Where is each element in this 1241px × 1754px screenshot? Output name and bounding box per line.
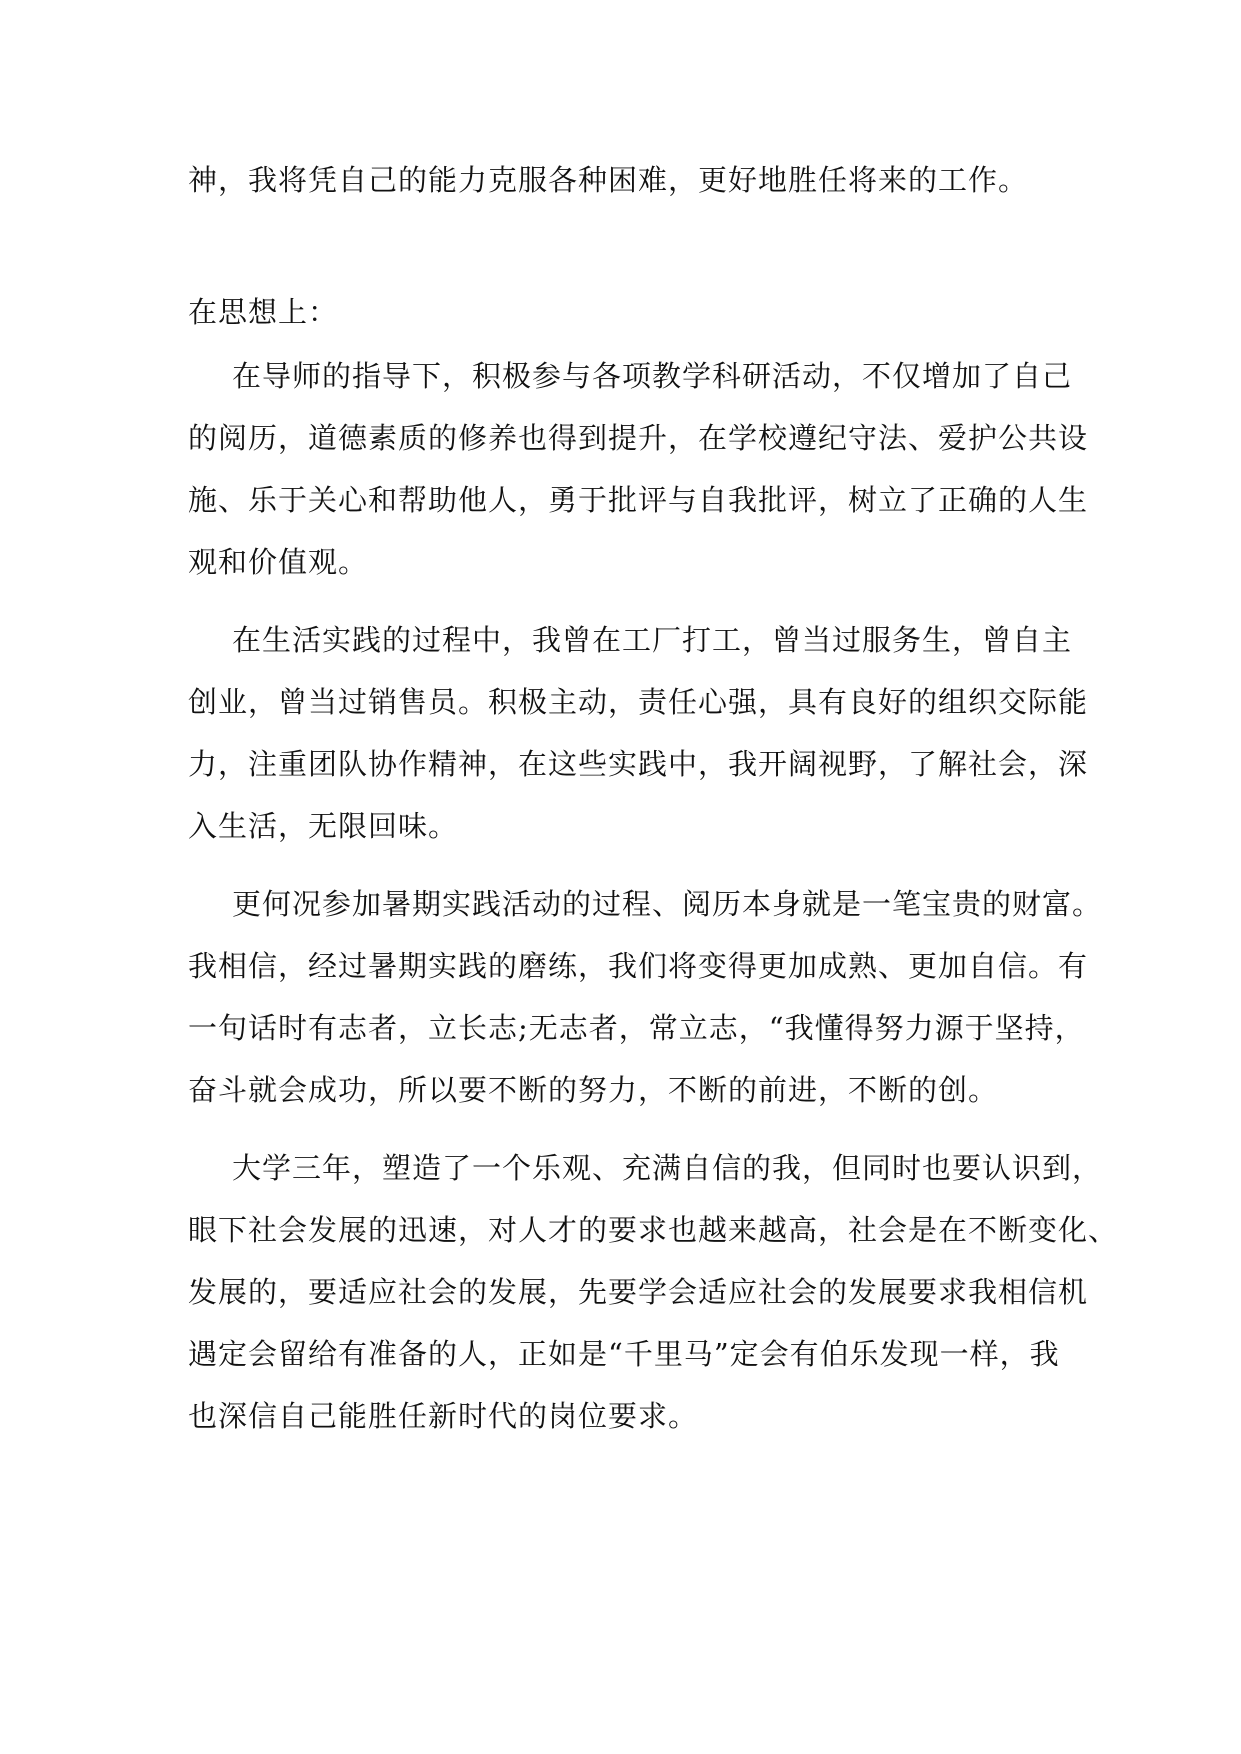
text-line: 我相信，经过暑期实践的磨练，我们将变得更加成熟、更加自信。有 bbox=[188, 949, 1089, 983]
text-line: 大学三年，塑造了一个乐观、充满自信的我，但同时也要认识到， bbox=[232, 1151, 1103, 1185]
text-line: 在生活实践的过程中，我曾在工厂打工，曾当过服务生，曾自主 bbox=[232, 623, 1073, 657]
text-line: 遇定会留给有准备的人，正如是“千里马”定会有伯乐发现一样，我 bbox=[188, 1337, 1060, 1371]
text-line: 施、乐于关心和帮助他人，勇于批评与自我批评，树立了正确的人生 bbox=[188, 483, 1089, 517]
section-heading: 在思想上： bbox=[188, 295, 339, 329]
text-line: 的阅历，道德素质的修养也得到提升，在学校遵纪守法、爱护公共设 bbox=[188, 421, 1089, 455]
text-line: 更何况参加暑期实践活动的过程、阅历本身就是一笔宝贵的财富。 bbox=[232, 887, 1103, 921]
text-line: 也深信自己能胜任新时代的岗位要求。 bbox=[188, 1399, 699, 1433]
text-line: 力，注重团队协作精神，在这些实践中，我开阔视野，了解社会，深 bbox=[188, 747, 1089, 781]
text-line: 一句话时有志者，立长志;无志者，常立志，“我懂得努力源于坚持， bbox=[188, 1011, 1085, 1045]
text-line: 神，我将凭自己的能力克服各种困难，更好地胜任将来的工作。 bbox=[188, 163, 1029, 197]
text-line: 发展的，要适应社会的发展，先要学会适应社会的发展要求我相信机 bbox=[188, 1275, 1089, 1309]
text-line: 在导师的指导下，积极参与各项教学科研活动，不仅增加了自己 bbox=[232, 359, 1073, 393]
text-line: 创业，曾当过销售员。积极主动，责任心强，具有良好的组织交际能 bbox=[188, 685, 1089, 719]
text-line: 眼下社会发展的迅速，对人才的要求也越来越高，社会是在不断变化、 bbox=[188, 1213, 1119, 1247]
text-line: 观和价值观。 bbox=[188, 545, 369, 579]
text-line: 奋斗就会成功，所以要不断的努力，不断的前进，不断的创。 bbox=[188, 1073, 999, 1107]
text-line: 入生活，无限回味。 bbox=[188, 809, 459, 843]
